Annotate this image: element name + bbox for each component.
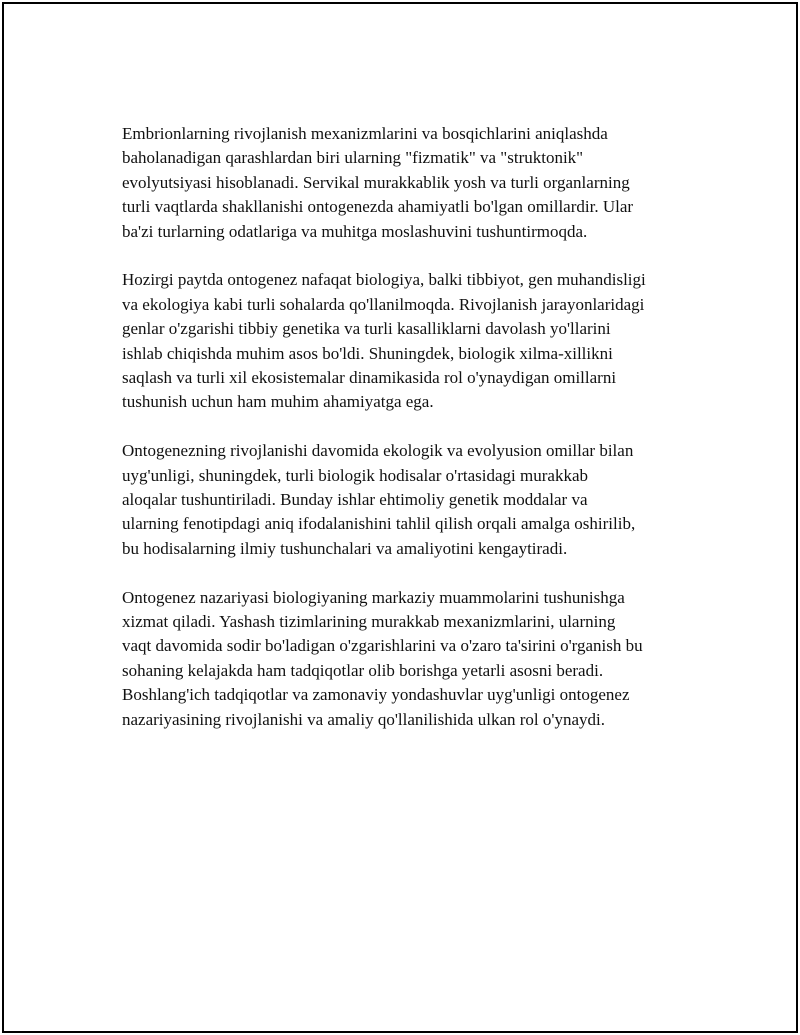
text-line: Ontogenez nazariyasi biologiyaning markaziy muammolarini tushunishga (122, 587, 625, 607)
document-body (122, 122, 692, 757)
paragraph-2 (122, 268, 692, 414)
text-line: Ontogenezning rivojlanishi davomida ekologik va evolyusion omillar bilan (122, 441, 634, 461)
document-page (2, 2, 798, 1033)
text-line: saqlash va turli xil ekosistemalar dinamikasida rol o'ynaydigan omillarni (122, 368, 617, 388)
text-line: uyg'unligi, shuningdek, turli biologik hodisalar o'rtasidagi murakkab (122, 465, 589, 485)
text-line: aloqalar tushuntiriladi. Bunday ishlar ehtimoliy genetik moddalar va (122, 490, 588, 510)
text-line: Embrionlarning rivojlanish mexanizmlarini va bosqichlarini aniqlashda (122, 124, 608, 143)
text-line: bu hodisalarning ilmiy tushunchalari va amaliyotini kengaytiradi. (122, 538, 568, 558)
text-line: turli vaqtlarda shakllanishi ontogenezda ahamiyatli bo'lgan omillardir. Ular (122, 197, 634, 217)
text-line: vaqt davomida sodir bo'ladigan o'zgarishlarini va o'zaro ta'sirini o'rganish bu (122, 636, 643, 656)
text-line: ishlab chiqishda muhim asos bo'ldi. Shuningdek, biologik xilma-xillikni (122, 343, 613, 363)
text-line: Hozirgi paytda ontogenez nafaqat biologiya, balki tibbiyot, gen muhandisligi (122, 270, 646, 290)
text-line: ba'zi turlarning odatlariga va muhitga moslashuvini tushuntirmoqda. (122, 221, 588, 241)
paragraph-1 (122, 122, 692, 244)
text-line: evolyutsiyasi hisoblanadi. Servikal murakkablik yosh va turli organlarning (122, 172, 630, 192)
text-line: Boshlang'ich tadqiqotlar va zamonaviy yondashuvlar uyg'unligi ontogenez (122, 685, 630, 705)
text-line: ularning fenotipdagi aniq ifodalanishini tahlil qilish orqali amalga oshirilib, (122, 514, 636, 534)
text-line: nazariyasining rivojlanishi va amaliy qo'llanilishida ulkan rol o'ynaydi. (122, 709, 605, 729)
paragraph-3 (122, 439, 692, 561)
text-line: va ekologiya kabi turli sohalarda qo'llanilmoqda. Rivojlanish jarayonlaridagi (122, 294, 645, 314)
text-line: genlar o'zgarishi tibbiy genetika va turli kasalliklarni davolash yo'llarini (122, 319, 611, 339)
text-line: baholanadigan qarashlardan biri ularning "fizmatik" va "struktonik" (122, 148, 584, 168)
text-line: tushunish uchun ham muhim ahamiyatga ega. (122, 392, 434, 412)
text-line: xizmat qiladi. Yashash tizimlarining murakkab mexanizmlarini, ularning (122, 612, 616, 632)
paragraph-4 (122, 586, 692, 732)
text-line: sohaning kelajakda ham tadqiqotlar olib borishga yetarli asosni beradi. (122, 660, 604, 680)
